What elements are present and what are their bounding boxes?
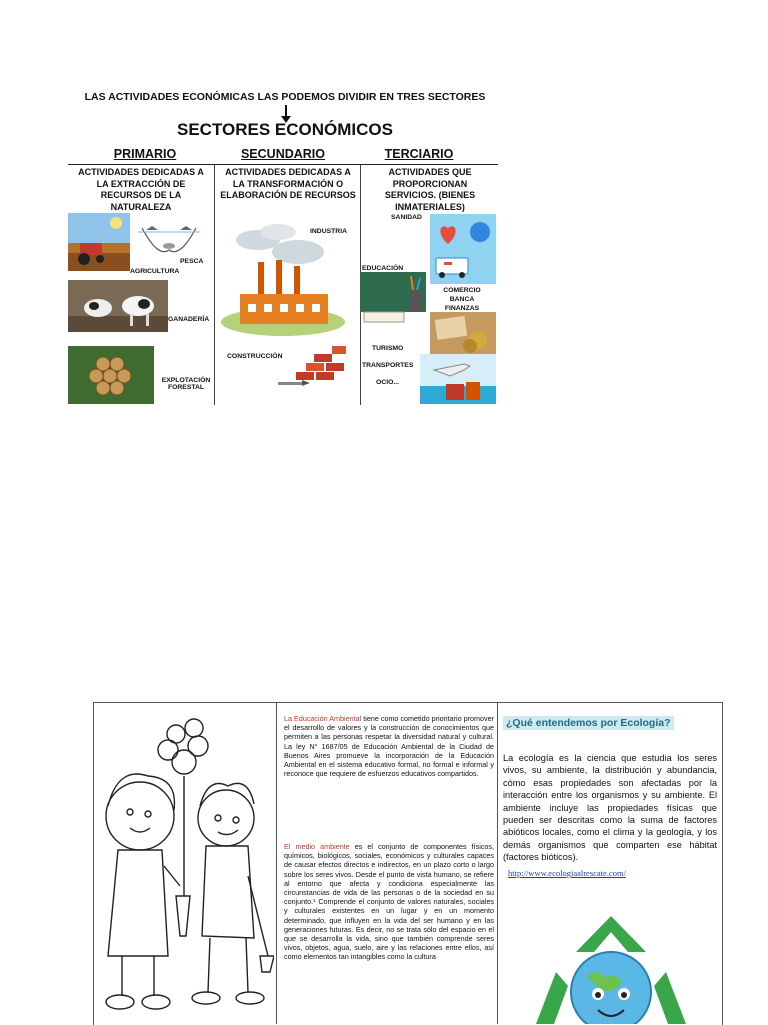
sector-terciario-title: TERCIARIO	[384, 147, 454, 161]
label-ocio: OCIO...	[376, 379, 400, 386]
label-industria: INDUSTRIA	[310, 228, 348, 235]
health-image	[430, 214, 496, 284]
label-ganaderia: GANADERÍA	[168, 316, 210, 323]
educacion-ambiental-text: tiene como cometido prioritario promover el desarrollo de valores y la construcción de conocimientos que permiten a las personas respetar la diversidad natural y cultural. La ley N° 1687/05 de Educación Ambiental de la Ciudad de Buenos Aires promueve la incorporación de la Educación Ambiental en el sistema educativo formal, no formal e informal y reconoce que requiere de esfuerzos educativos compartidos.	[284, 714, 495, 779]
educacion-ambiental-heading: La Educación Ambiental	[284, 714, 362, 723]
construction-bricks-image	[276, 342, 350, 392]
label-comercio-banca-finanzas: COMERCIO BANCA FINANZAS	[443, 287, 481, 312]
label-sanidad: SANIDAD	[391, 214, 422, 221]
table-divider	[68, 164, 498, 165]
label-agricultura: AGRICULTURA	[130, 268, 180, 275]
label-explotacion-forestal: EXPLOTACIÓN FORESTAL	[161, 377, 211, 391]
fishing-image	[138, 220, 200, 260]
sector-primario-desc: ACTIVIDADES DEDICADAS A LA EXTRACCIÓN DE RECURSOS DE LA NATURALEZA	[78, 167, 204, 212]
label-transportes: TRANSPORTES	[362, 362, 414, 369]
page-title: SECTORES ECONÓMICOS	[177, 120, 393, 139]
panel-divider	[276, 702, 277, 1024]
medio-ambiente-paragraph	[284, 842, 494, 962]
agriculture-image	[68, 213, 130, 271]
finance-image	[430, 312, 496, 356]
children-planting-drawing	[98, 706, 274, 1024]
education-image	[360, 272, 426, 330]
label-turismo: TURISMO	[372, 345, 404, 352]
ecologia-question-heading: ¿Qué entendemos por Ecología?	[503, 716, 674, 730]
sector-secundario-title: SECUNDARIO	[240, 147, 326, 161]
sector-primario-title: PRIMARIO	[113, 147, 177, 161]
ecologia-link[interactable]: http://www.ecologiaalrescate.com/	[508, 868, 626, 878]
sector-secundario-desc: ACTIVIDADES DEDICADAS A LA TRANSFORMACIÓN O ELABORACIÓN DE RECURSOS	[220, 167, 356, 200]
ecologia-paragraph: La ecología es la ciencia que estudia los seres vivos, su ambiente, la distribución y abundancia, cómo esas propiedades son afectadas por la interacción entre los organismos y su ambiente. El ambiente incluye las propiedades físicas que pueden ser descritas como la suma de factores abióticos locales, como el clima y la geología, y los demás organismos que comparten ese hábitat (factores bióticos).	[503, 753, 717, 863]
panel-divider	[497, 702, 498, 1024]
medio-ambiente-text: es el conjunto de componentes físicos, químicos, biológicos, sociales, económicos y culturales capaces de causar efectos directos e indirectos, en un plazo corto o largo sobre los seres vivos. Desde el punto de vista humano, se refiere al entorno que afecta y condiciona especialmente las circunstancias de vida de las personas o de la sociedad en su conjunto.¹ Comprende el conjunto de valores naturales, sociales y culturales existentes en un lugar y en un momento determinado, que influyen en la vida del ser humano y en las generaciones futuras. Es decir, no se trata sólo del espacio en el que se desarrolla la vida, sino que también comprende seres vivos, objetos, agua, suelo, aire y las relaciones entre ellos, así como elementos tan intangibles como la cultura	[284, 842, 494, 962]
industry-image	[218, 222, 348, 340]
label-construccion: CONSTRUCCIÓN	[227, 353, 283, 360]
educacion-ambiental-paragraph	[284, 714, 494, 778]
label-educacion: EDUCACIÓN	[362, 265, 404, 272]
label-pesca: PESCA	[180, 258, 204, 265]
sector-terciario-desc: ACTIVIDADES QUE PROPORCIONAN SERVICIOS. (BIENES INMATERIALES)	[384, 167, 476, 212]
column-divider	[214, 165, 215, 405]
recycle-earth-image	[506, 912, 716, 1024]
tourism-image	[420, 354, 496, 404]
forestry-image	[68, 346, 154, 404]
livestock-image	[68, 280, 168, 332]
medio-ambiente-heading: El medio ambiente	[284, 842, 350, 851]
intro-text: LAS ACTIVIDADES ECONÓMICAS LAS PODEMOS DIVIDIR EN TRES SECTORES	[84, 91, 486, 103]
